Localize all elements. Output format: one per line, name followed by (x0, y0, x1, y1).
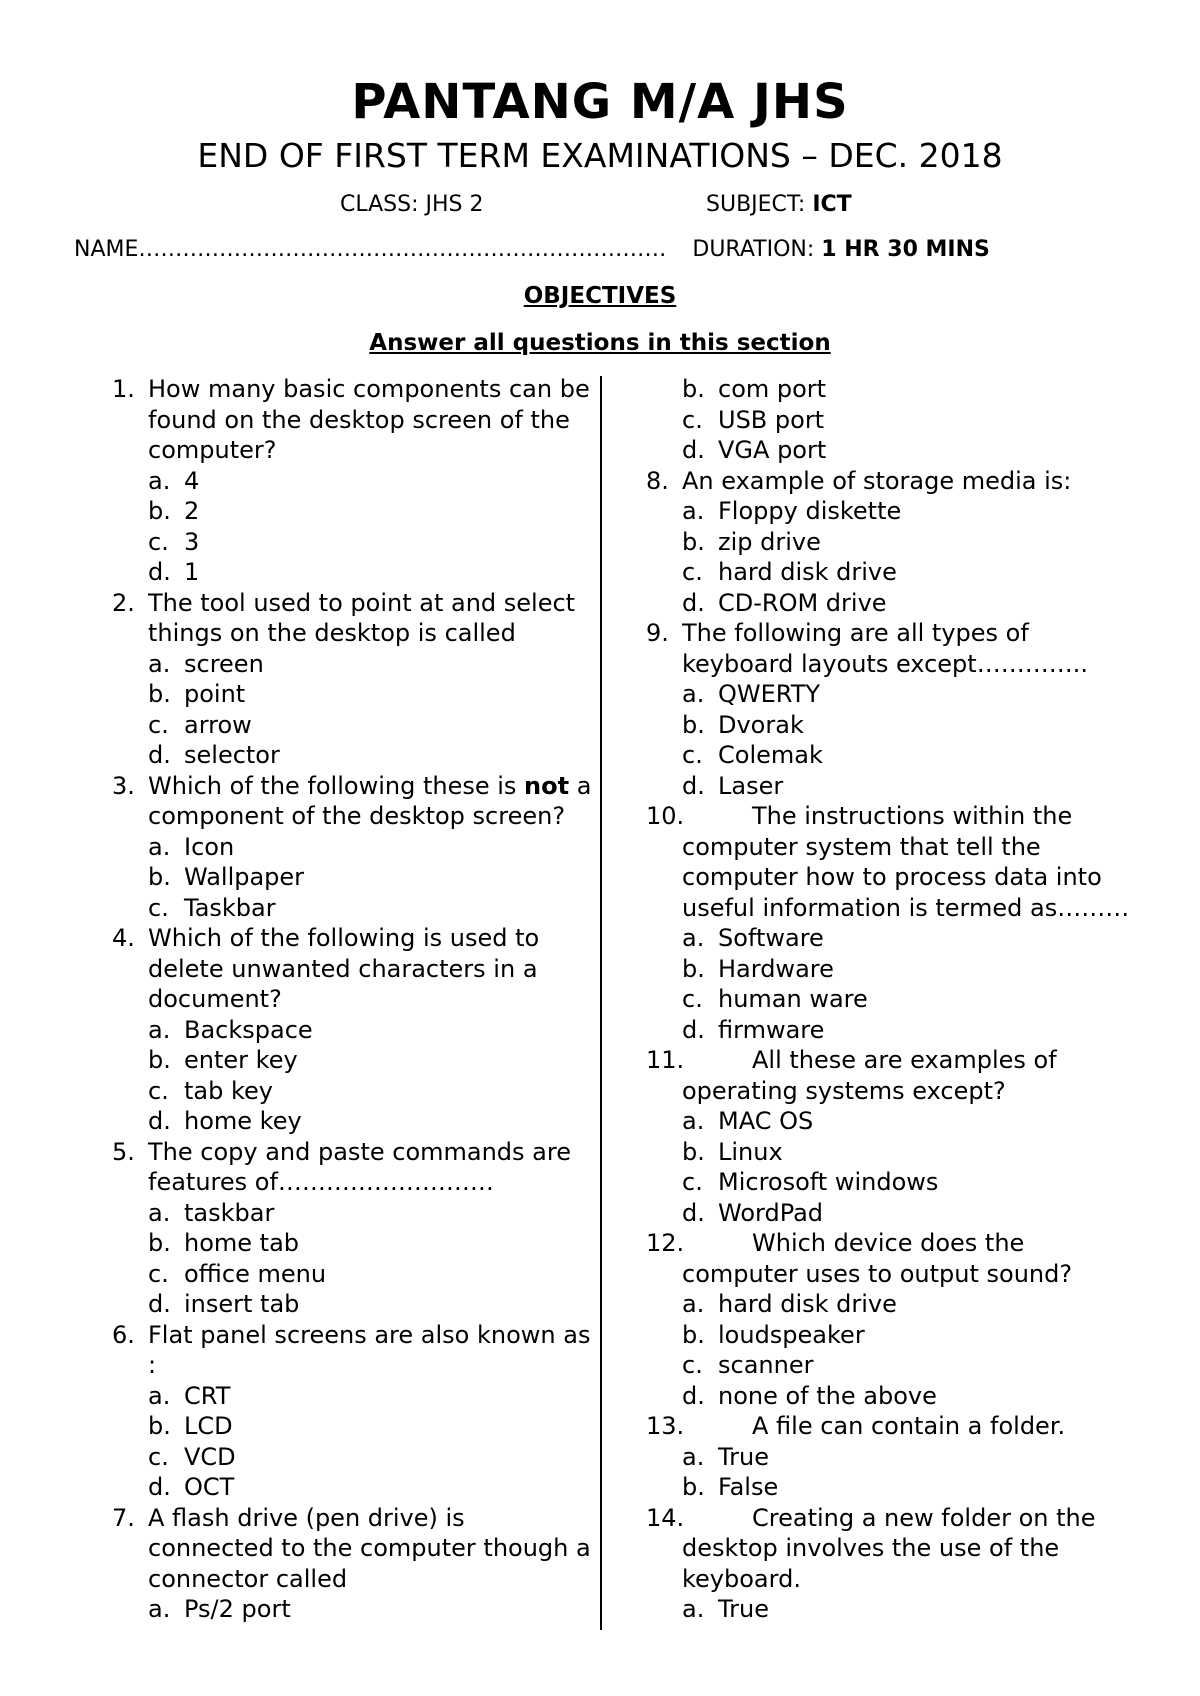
question-text (682, 1259, 1072, 1290)
option-letter: b. (682, 954, 705, 983)
question-text-part: keyboard layouts except………….. (682, 649, 1088, 678)
question-text (148, 954, 538, 985)
option-text: Ps/2 port (184, 1595, 291, 1623)
question-number: 2. (112, 588, 135, 617)
section-title: OBJECTIVES (523, 283, 677, 309)
option-letter: a. (682, 497, 705, 525)
option-text: Floppy diskette (718, 497, 902, 525)
question-text (148, 1350, 156, 1381)
option-11-b (646, 1137, 1166, 1168)
question-8-line (646, 466, 1166, 497)
question-text (682, 1076, 1006, 1107)
question-text-part: Which of the following is used to (148, 924, 540, 952)
option-letter: d. (148, 558, 171, 586)
question-2-line (112, 588, 598, 619)
option-text: 4 (184, 466, 200, 495)
question-9-line (646, 649, 1166, 680)
option-12-a (646, 1289, 1166, 1320)
question-text-part: component of the desktop screen? (148, 802, 566, 830)
question-text (682, 1045, 1057, 1076)
option-4-b (112, 1045, 598, 1076)
question-number: 5. (112, 1137, 135, 1166)
name-field[interactable]: NAME……………………………………………………………… (74, 237, 667, 262)
question-text-part: All these are examples of (752, 1046, 1057, 1074)
option-3-a (112, 832, 598, 863)
option-text: WordPad (718, 1198, 824, 1227)
option-text: VGA port (718, 436, 827, 464)
option-letter: c. (682, 1351, 703, 1379)
question-text-part: Creating a new folder on the (752, 1503, 1096, 1532)
question-5-line (112, 1167, 598, 1198)
question-10-line (646, 832, 1166, 863)
option-letter: b. (682, 527, 705, 556)
question-text (682, 832, 1041, 863)
question-text-part: features of……………………… (148, 1168, 494, 1196)
option-letter: a. (148, 1381, 171, 1410)
option-letter: a. (148, 466, 171, 495)
option-text: Dvorak (718, 710, 804, 739)
option-text: Wallpaper (184, 863, 305, 891)
option-14-a (646, 1594, 1166, 1625)
question-number: 8. (646, 466, 669, 495)
option-8-c (646, 557, 1166, 588)
right-column (646, 374, 1166, 1625)
question-3-line (112, 801, 598, 832)
question-7-line (112, 1533, 598, 1564)
question-text (148, 1137, 571, 1168)
option-10-d (646, 1015, 1166, 1046)
option-letter: c. (682, 741, 703, 769)
option-letter: b. (682, 1473, 705, 1501)
option-letter: d. (148, 1473, 171, 1501)
subject-value: ICT (812, 192, 852, 217)
question-6-line (112, 1350, 598, 1381)
question-14-line (646, 1503, 1166, 1534)
question-text-part: delete unwanted characters in a (148, 954, 538, 983)
question-11-line (646, 1045, 1166, 1076)
option-text: 3 (184, 527, 200, 556)
option-1-a (112, 466, 598, 497)
option-8-a (646, 496, 1166, 527)
option-9-d (646, 771, 1166, 802)
option-letter: b. (682, 710, 705, 739)
option-12-b (646, 1320, 1166, 1351)
question-text-part: useful information is termed as……… (682, 893, 1130, 922)
option-12-c (646, 1350, 1166, 1381)
option-11-a (646, 1106, 1166, 1137)
option-text: human ware (718, 985, 868, 1013)
question-number: 13. (646, 1412, 685, 1440)
question-number: 14. (646, 1503, 685, 1532)
option-letter: d. (682, 1381, 705, 1410)
option-text: tab key (184, 1076, 273, 1105)
question-number: 10. (646, 802, 685, 830)
question-text (148, 923, 539, 954)
option-text: office menu (184, 1259, 327, 1288)
option-text: Software (718, 924, 824, 952)
question-text-part: A flash drive (pen drive) is (148, 1503, 465, 1532)
exam-title: END OF FIRST TERM EXAMINATIONS – DEC. 2018 (197, 136, 1003, 175)
option-letter: c. (682, 558, 703, 586)
question-12-line (646, 1228, 1166, 1259)
option-1-b (112, 496, 598, 527)
question-text (148, 1533, 591, 1564)
option-text: Linux (718, 1137, 783, 1166)
option-text: insert tab (184, 1290, 300, 1318)
duration-value: 1 HR 30 MINS (821, 237, 990, 262)
option-6-a (112, 1381, 598, 1412)
option-letter: c. (148, 893, 169, 922)
option-text: VCD (184, 1442, 236, 1471)
option-letter: a. (148, 1198, 171, 1227)
question-text-part: A file can contain a folder. (752, 1412, 1066, 1440)
question-text-part: computer uses to output sound? (682, 1259, 1073, 1288)
option-letter: b. (682, 1137, 705, 1166)
question-text (148, 588, 575, 619)
name-duration-line (74, 236, 990, 264)
option-letter: d. (148, 1290, 171, 1318)
option-text: USB port (718, 405, 825, 434)
duration-label: DURATION: (692, 237, 822, 262)
option-text: True (718, 1595, 769, 1623)
question-4-line (112, 984, 598, 1015)
option-1-d (112, 557, 598, 588)
option-11-d (646, 1198, 1166, 1229)
question-9-line (646, 618, 1166, 649)
option-letter: a. (682, 680, 705, 708)
question-text (682, 801, 1072, 832)
question-text-part: document? (148, 985, 282, 1013)
option-text: home tab (184, 1229, 300, 1257)
option-5-c (112, 1259, 598, 1290)
option-letter: a. (148, 832, 171, 861)
question-1-line (112, 374, 598, 405)
subject-label: SUBJECT: (706, 192, 813, 217)
option-letter: c. (148, 527, 169, 556)
option-letter: d. (682, 588, 705, 617)
question-3-line (112, 771, 598, 802)
option-letter: b. (148, 680, 171, 708)
option-text: loudspeaker (718, 1320, 865, 1349)
option-7-b (646, 374, 1166, 405)
option-letter: b. (148, 1046, 171, 1074)
option-2-a (112, 649, 598, 680)
option-letter: c. (148, 1442, 169, 1471)
question-13-line (646, 1411, 1166, 1442)
option-letter: d. (682, 1015, 705, 1044)
question-number: 12. (646, 1229, 685, 1257)
question-text (148, 435, 276, 466)
question-7-line (112, 1503, 598, 1534)
option-letter: d. (682, 1198, 705, 1227)
question-text (148, 984, 282, 1015)
emphasis-word: not (524, 771, 570, 800)
option-text: enter key (184, 1046, 298, 1074)
option-text: Hardware (718, 954, 834, 983)
question-text-part: Which of the following these is (148, 771, 525, 800)
class-label: CLASS: JHS 2 (340, 192, 484, 217)
option-11-c (646, 1167, 1166, 1198)
question-text (148, 618, 516, 649)
option-letter: a. (682, 1595, 705, 1623)
option-text: True (718, 1442, 769, 1471)
question-text (682, 618, 1029, 649)
option-2-c (112, 710, 598, 741)
question-text-part: : (148, 1351, 157, 1379)
question-text-part: things on the desktop is called (148, 619, 516, 647)
option-letter: d. (682, 771, 705, 800)
option-2-d (112, 740, 598, 771)
option-letter: c. (682, 1168, 703, 1196)
question-number: 9. (646, 619, 669, 647)
question-text (148, 374, 590, 405)
option-7-c (646, 405, 1166, 436)
option-5-b (112, 1228, 598, 1259)
question-11-line (646, 1076, 1166, 1107)
question-1-line (112, 405, 598, 436)
question-number: 1. (112, 375, 135, 403)
option-letter: c. (682, 985, 703, 1013)
question-text (682, 466, 1071, 497)
question-1-line (112, 435, 598, 466)
option-text: 1 (184, 558, 200, 586)
question-text-part: found on the desktop screen of the (148, 405, 570, 434)
question-text (682, 1564, 801, 1595)
option-text: hard disk drive (718, 558, 897, 586)
option-letter: b. (682, 1320, 705, 1349)
option-3-b (112, 862, 598, 893)
question-text (148, 1503, 465, 1534)
option-9-a (646, 679, 1166, 710)
option-letter: a. (148, 1595, 171, 1623)
question-text (682, 1503, 1096, 1534)
question-text-part: connector called (148, 1564, 348, 1593)
left-column (112, 374, 598, 1625)
question-12-line (646, 1259, 1166, 1290)
option-text: screen (184, 649, 264, 678)
question-text-part: keyboard. (682, 1564, 801, 1593)
school-title: PANTANG M/A JHS (351, 74, 849, 130)
question-10-line (646, 801, 1166, 832)
question-2-line (112, 618, 598, 649)
question-10-line (646, 893, 1166, 924)
question-text (148, 1167, 494, 1198)
question-text (682, 649, 1088, 680)
option-text: hard disk drive (718, 1290, 897, 1318)
question-text-part: Flat panel screens are also known as (148, 1320, 591, 1349)
option-5-a (112, 1198, 598, 1229)
option-13-a (646, 1442, 1166, 1473)
option-9-c (646, 740, 1166, 771)
question-14-line (646, 1564, 1166, 1595)
question-text (682, 1228, 1024, 1259)
question-text-part: computer system that tell the (682, 832, 1041, 861)
question-text-part: The copy and paste commands are (148, 1137, 571, 1166)
option-text: Icon (184, 832, 235, 861)
question-text-part: computer how to process data into (682, 863, 1102, 891)
option-text: LCD (184, 1412, 233, 1440)
option-9-b (646, 710, 1166, 741)
column-divider (600, 376, 602, 1630)
question-text-part: Which device does the (752, 1229, 1025, 1257)
option-text: MAC OS (718, 1107, 814, 1135)
option-4-a (112, 1015, 598, 1046)
question-number: 3. (112, 771, 135, 800)
option-text: point (184, 680, 246, 708)
option-6-d (112, 1472, 598, 1503)
option-text: none of the above (718, 1381, 937, 1410)
option-letter: c. (148, 710, 169, 739)
question-10-line (646, 862, 1166, 893)
question-text-part: How many basic components can be (148, 375, 590, 403)
option-letter: d. (148, 741, 171, 769)
option-text: selector (184, 741, 280, 769)
option-letter: c. (682, 405, 703, 434)
question-4-line (112, 954, 598, 985)
question-number: 7. (112, 1503, 135, 1532)
option-text: taskbar (184, 1198, 275, 1227)
option-text: Backspace (184, 1015, 313, 1044)
option-2-b (112, 679, 598, 710)
option-text: CRT (184, 1381, 231, 1410)
question-14-line (646, 1533, 1166, 1564)
subject-field (706, 191, 852, 219)
question-text (682, 862, 1102, 893)
option-12-d (646, 1381, 1166, 1412)
question-number: 11. (646, 1046, 685, 1074)
option-letter: b. (148, 497, 171, 525)
question-text (682, 1533, 1059, 1564)
option-4-d (112, 1106, 598, 1137)
question-text-part: The instructions within the (752, 802, 1073, 830)
question-text-part: The tool used to point at and select (148, 588, 576, 617)
option-text: arrow (184, 710, 252, 739)
question-text (682, 893, 1129, 924)
option-10-a (646, 923, 1166, 954)
section-instruction: Answer all questions in this section (369, 330, 831, 356)
option-6-c (112, 1442, 598, 1473)
question-6-line (112, 1320, 598, 1351)
option-letter: b. (148, 863, 171, 891)
option-text: OCT (184, 1473, 235, 1501)
question-text-part: An example of storage media is: (682, 466, 1072, 495)
option-8-d (646, 588, 1166, 619)
option-letter: a. (682, 1107, 705, 1135)
option-text: scanner (718, 1351, 814, 1379)
question-text-part: connected to the computer though a (148, 1534, 591, 1562)
question-text-part: desktop involves the use of the (682, 1534, 1060, 1562)
option-letter: b. (682, 375, 705, 403)
option-letter: c. (148, 1259, 169, 1288)
option-text: QWERTY (718, 680, 821, 708)
option-letter: c. (148, 1076, 169, 1105)
option-text: False (718, 1473, 779, 1501)
option-10-b (646, 954, 1166, 985)
option-4-c (112, 1076, 598, 1107)
option-text: com port (718, 375, 827, 403)
option-text: home key (184, 1107, 302, 1135)
option-letter: d. (148, 1107, 171, 1135)
question-text (148, 1564, 347, 1595)
option-text: Laser (718, 771, 784, 800)
option-letter: a. (148, 1015, 171, 1044)
option-7-d (646, 435, 1166, 466)
option-text: Microsoft windows (718, 1168, 939, 1196)
option-10-c (646, 984, 1166, 1015)
question-text-part: a (569, 771, 592, 800)
option-text: CD-ROM drive (718, 588, 887, 617)
question-number: 4. (112, 924, 135, 952)
option-letter: a. (682, 924, 705, 952)
option-letter: b. (148, 1229, 171, 1257)
option-text: Colemak (718, 741, 823, 769)
question-text-part: computer? (148, 436, 277, 464)
option-text: zip drive (718, 527, 821, 556)
option-13-b (646, 1472, 1166, 1503)
question-5-line (112, 1137, 598, 1168)
option-5-d (112, 1289, 598, 1320)
option-7-a (112, 1594, 598, 1625)
option-letter: b. (148, 1412, 171, 1440)
option-letter: d. (682, 436, 705, 464)
option-letter: a. (682, 1290, 705, 1318)
option-text: 2 (184, 497, 200, 525)
question-text (148, 771, 591, 802)
option-text: Taskbar (184, 893, 276, 922)
question-text-part: The following are all types of (682, 619, 1029, 647)
question-number: 6. (112, 1320, 135, 1349)
question-text (148, 801, 565, 832)
option-6-b (112, 1411, 598, 1442)
question-7-line (112, 1564, 598, 1595)
question-4-line (112, 923, 598, 954)
option-8-b (646, 527, 1166, 558)
option-1-c (112, 527, 598, 558)
question-text (148, 405, 570, 436)
option-text: firmware (718, 1015, 825, 1044)
option-3-c (112, 893, 598, 924)
question-text-part: operating systems except? (682, 1076, 1006, 1105)
question-text (148, 1320, 590, 1351)
option-letter: a. (682, 1442, 705, 1471)
option-letter: a. (148, 649, 171, 678)
question-text (682, 1411, 1065, 1442)
